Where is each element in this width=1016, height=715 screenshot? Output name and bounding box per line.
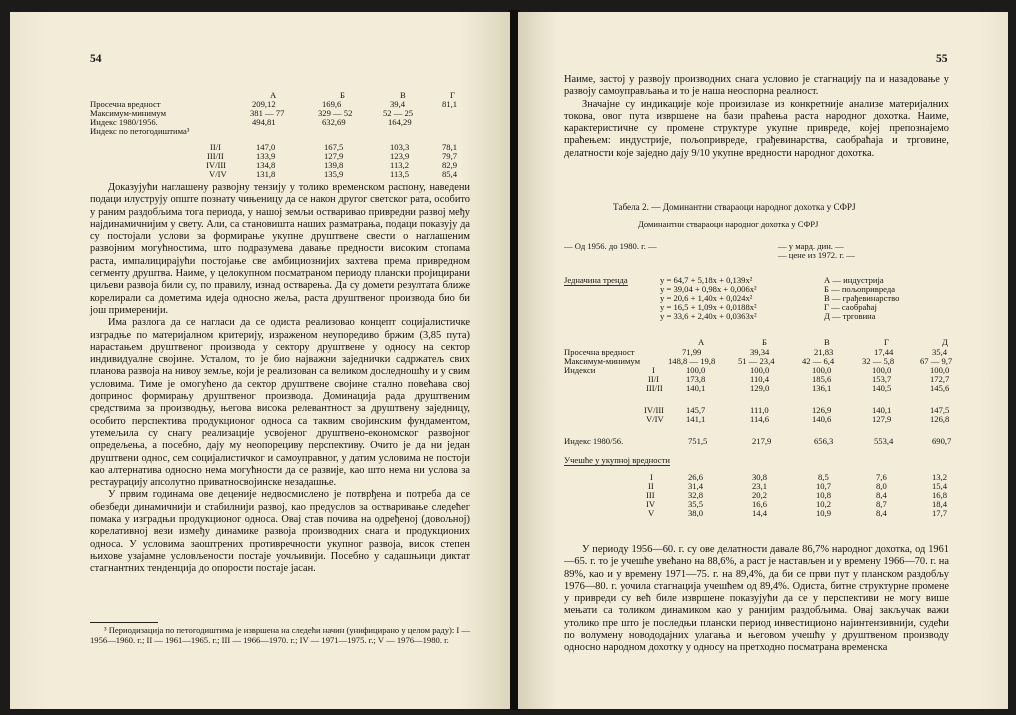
table-cell: 113,2: [390, 160, 410, 170]
table-cell: 111,0: [750, 405, 769, 415]
row-label: Просечна вредност: [564, 347, 635, 357]
footnote-rule: [90, 622, 158, 623]
table-cell: 169,6: [322, 99, 342, 109]
table-cell: 23,1: [752, 481, 768, 491]
table-cell: 38,0: [688, 508, 704, 518]
table-cell: 39,4: [390, 99, 406, 109]
table-cell: 10,8: [816, 490, 832, 500]
table-cell: 14,4: [752, 508, 768, 518]
price-note: — цене из 1972. г. —: [778, 250, 855, 260]
table-cell: 147,0: [256, 142, 276, 152]
table-cell: 494,81: [252, 117, 276, 127]
table-cell: 140,1: [686, 383, 706, 393]
legend-item: А — индустрија: [824, 275, 884, 285]
row-sublabel: IV/III: [644, 405, 665, 415]
table-cell: 131,8: [256, 169, 276, 179]
row-label: Максимум-минимум: [90, 108, 167, 118]
table-cell: 127,9: [324, 151, 344, 161]
table-cell: 79,7: [442, 151, 458, 161]
table-cell: 82,9: [442, 160, 458, 170]
row-sublabel: V/IV: [646, 414, 664, 424]
table-cell: 140,5: [872, 383, 892, 393]
table-cell: 15,4: [932, 481, 948, 491]
table-cell: 18,4: [932, 499, 948, 509]
row-sublabel: III: [646, 490, 655, 500]
legend-item: Г — саобраћај: [824, 302, 877, 312]
page-number-right: 55: [936, 53, 948, 65]
row-label: Индекс по петогодиштима³: [90, 126, 190, 136]
legend-item: В — грађевинарство: [824, 293, 900, 303]
table-cell: 32 — 5,8: [862, 356, 895, 366]
table-cell: 127,9: [872, 414, 892, 424]
table-cell: 751,5: [688, 436, 708, 446]
table-cell: 209,12: [252, 99, 276, 109]
table-cell: 172,7: [930, 374, 950, 384]
table-cell: 7,6: [876, 472, 887, 482]
table-cell: 32,8: [688, 490, 704, 500]
table-cell: 16,6: [752, 499, 768, 509]
table-cell: 134,8: [256, 160, 276, 170]
trend-equation: y = 16,5 + 1,09x + 0,0188x²: [660, 302, 757, 312]
table-cell: 31,4: [688, 481, 704, 491]
table-cell: 17,44: [874, 347, 894, 357]
row-sublabel: II/I: [648, 374, 659, 384]
trend-equation: y = 39,04 + 0,98x + 0,006x²: [660, 284, 757, 294]
table-row: [564, 384, 964, 394]
table-cell: 153,7: [872, 374, 892, 384]
row-label: Индекс 1980/56.: [564, 436, 624, 446]
table-cell: 16,8: [932, 490, 948, 500]
row-sublabel: III/II: [646, 383, 663, 393]
table-cell: 110,4: [750, 374, 770, 384]
table-cell: 78,1: [442, 142, 458, 152]
table-cell: 67 — 9,7: [920, 356, 953, 366]
table-cell: 52 — 25: [383, 108, 414, 118]
table-cell: 690,7: [932, 436, 952, 446]
table-cell: 10,7: [816, 481, 832, 491]
row-label: III/II: [207, 151, 224, 161]
table-cell: 139,8: [324, 160, 344, 170]
col-header-c: В: [400, 90, 406, 100]
table-cell: 126,8: [930, 414, 950, 424]
table-cell: 30,8: [752, 472, 768, 482]
share-label: Учешће у укупној вредности: [564, 455, 670, 465]
table-cell: 35,5: [688, 499, 704, 509]
table-cell: 81,1: [442, 99, 458, 109]
table-cell: 103,3: [390, 142, 410, 152]
footnote: ³ Периодизација по петогодиштима је извршена на следећи начин (унифицирано у целом раду): I — 1956—1960. г.; II — 1961—1965. г.; III — 1966—1970. г.; IV — 1971—1975. г.; V — 1976—1980. г.: [90, 625, 471, 645]
table-cell: 632,69: [322, 117, 346, 127]
paragraph: Значајне су индикације које произилазе из конкретније анализе материјалних токова, овог пута извршене на бази праћења раста народног дохотка. Наиме, карактеристичне су промене структуре укупне привреде, којеј препознајемо праћењем: индустрије, пољопривреде, грађевинарства, саобраћаја и трговине, делатности које заједно дају 9/10 укупне вредности народног дохотка.: [564, 98, 949, 159]
paragraph: У првим годинама ове деценије недвосмислено је потврђена и потреба да се обезбеди динамичнији и стабилнији развој, као предуслов за остваривање следећег помака у изградњи продукционог односа. Овај став почива на одређеној (довољној) корелативној вези између динамике развоја производних снага и продукционих односа. У условима заоштрених противречности укупног развоја, висок степен њихове узајамне условљености постаје уочљивији. Посебно у садашњици диктат стагнантних тенденција до опорости постаје јасан.: [90, 489, 470, 575]
table-cell: 164,29: [388, 117, 412, 127]
table-cell: 140,6: [812, 414, 832, 424]
legend-item: Б — пољопривреда: [824, 284, 896, 294]
left-body: [90, 182, 470, 576]
row-label: V/IV: [209, 169, 227, 179]
table-cell: 26,6: [688, 472, 704, 482]
table-cell: 8,7: [876, 499, 887, 509]
table-cell: 381 — 77: [250, 108, 285, 118]
trend-equation: y = 20,6 + 1,40x + 0,024x²: [660, 293, 753, 303]
row-label: Индекси: [564, 365, 596, 375]
row-label: Максимум-минимум: [564, 356, 641, 366]
paragraph: Наиме, застој у развоју производних снага условио је стагнацију па и назадовање у развоју самоуправљања и то је наша неоспорна реалност.: [564, 74, 949, 98]
table-cell: 8,4: [876, 508, 887, 518]
col-header-a: А: [270, 90, 277, 100]
row-label: II/I: [210, 142, 221, 152]
col-header-b: Б: [762, 337, 767, 347]
table-row: [564, 509, 964, 519]
left-page: [10, 12, 510, 709]
table-row: [564, 437, 964, 447]
table-cell: 8,0: [876, 481, 887, 491]
right-intro: [564, 74, 949, 160]
table-row: [90, 127, 470, 137]
row-label: Просечна вредност: [90, 99, 161, 109]
col-header-d: Г: [450, 90, 455, 100]
table-cell: 185,6: [812, 374, 832, 384]
row-sublabel: II: [648, 481, 654, 491]
table-cell: 141,1: [686, 414, 706, 424]
table-row: [90, 170, 470, 180]
table-cell: 85,4: [442, 169, 458, 179]
page-number-left: 54: [90, 53, 102, 65]
table-cell: 39,34: [750, 347, 770, 357]
col-header-c: В: [824, 337, 830, 347]
row-label: Индекс 1980/1956.: [90, 117, 158, 127]
col-header-b: Б: [340, 90, 345, 100]
table-cell: 51 — 23,4: [738, 356, 775, 366]
col-header-d: Г: [884, 337, 889, 347]
table-cell: 100,0: [930, 365, 950, 375]
trend-equation: y = 33,6 + 2,40x + 0,0363x²: [660, 311, 757, 321]
table-cell: 123,9: [390, 151, 410, 161]
table-cell: 140,1: [872, 405, 892, 415]
table-cell: 173,8: [686, 374, 706, 384]
table-cell: 35,4: [932, 347, 948, 357]
col-header-e: Д: [942, 337, 948, 347]
paragraph: Има разлога да се нагласи да се одиста реализовао концепт социјалистичке изградње по материјалном критерију, израженом неупоредиво бржим (3,85 пута) нарастањем друштвеног производа у сектору друштвене у односу на сектор индивидуалне својине. Усталом, то је био најважни заједнички садржатељ свих планова развоја на нивоу земље, који је реализован са великом доследношћу и у свим условима. Тиме је омогућено да сектор друштвене својине стално повећава свој допринос формирању друштвеног производа. Доминација рада друштвеним средствима за производњу, његова висока релевантност за друштвену заједницу, особито перспектива продукционог односа са таквим својинским фундаментом, утемељила су снагу реализације усвојеног друштвено-економског развојног опредељења, а посебно, дају му неопорециву перспективу. Очито је да ни један друштвени однос, сем социјалистичког и самоуправног, у датим условима не постоји као алтернатива односно нема могућности да се развије, као што нема ни услова за рестаурацију апсолутно приватносвојинске незадашње.: [90, 317, 470, 489]
table-cell: 113,5: [390, 169, 410, 179]
table-caption: Табела 2. — Доминантни ствараоци народног дохотка у СФРЈ: [613, 202, 856, 212]
table-cell: 145,6: [930, 383, 950, 393]
table-row: [564, 415, 964, 425]
table-cell: 13,2: [932, 472, 948, 482]
unit-note: — у мард. дин. —: [778, 241, 844, 251]
table-cell: 71,99: [682, 347, 702, 357]
trend-label: Једначина тренда: [564, 275, 628, 285]
table-cell: 100,0: [686, 365, 706, 375]
table-cell: 147,5: [930, 405, 950, 415]
closing-paragraph: У периоду 1956—60. г. су ове делатности давале 86,7% народног дохотка, од 1961—65. г. то је учешће увећано на 88,6%, а раст је настављен и у времену 1966—70. г. на 89%, као и у времену 1971—75. г. на 89,4%, да би се први пут у планском раздобљу 1976—80. г. уочила стагнација учешћем од 89,4%. Одиста, битне структурне промене у привреди су већ биле извршене показујући да се у перспективи не могу више мењати са толиком динамиком као у ранијим раздобљима. Овај закључак важи утолико пре што је последњи плански период инвестиционо најинтензивнији, судећи по волумену новододајних улагања и његовом учешћу у друштвеном производу односно народном дохотку у односу на претходно посматрана временска: [564, 544, 949, 654]
row-sublabel: I: [652, 365, 655, 375]
table-cell: 20,2: [752, 490, 768, 500]
right-page: [518, 12, 1008, 709]
table-cell: 100,0: [750, 365, 770, 375]
table-cell: 8,5: [818, 472, 829, 482]
table-cell: 329 — 52: [318, 108, 353, 118]
table-cell: 135,9: [324, 169, 344, 179]
table-cell: 10,9: [816, 508, 832, 518]
table-cell: 10,2: [816, 499, 832, 509]
table-cell: 167,5: [324, 142, 344, 152]
table-cell: 126,9: [812, 405, 832, 415]
table-cell: 100,0: [872, 365, 892, 375]
row-sublabel: IV: [646, 499, 656, 509]
paragraph: Доказујући наглашену развојну тензију у толико временском распону, наведени подаци илуструју опште познату чињеницу да се након другог светског рата, особито у раним раздобљима тога периода, у нашој земљи остваривао привредни развој међу најдинамичнијим у свету. Али, са становишта наших разматрања, подаци показују да су постојали услови за формирање укупне друштвене свести о наглашеним развојним могућностима, што подразумева давање предности високим стопама раста, импалицирајући постојање све амбициознијих захтева према привредном сегменту друштва. Наиме, у целокупном посматраном периоду плански пројицирани циљеви развоја били су, по правилу, изнад остварења. Да су домети резултата ближе корелирали са дометима идеја односно жеља, раста друштвеног производа био би још примеренији.: [90, 182, 470, 316]
table-cell: 42 — 6,4: [802, 356, 835, 366]
table-cell: 21,83: [814, 347, 834, 357]
table-cell: 8,4: [876, 490, 887, 500]
table-cell: 114,6: [750, 414, 770, 424]
table-cell: 217,9: [752, 436, 772, 446]
table-cell: 136,1: [812, 383, 832, 393]
table-cell: 133,9: [256, 151, 276, 161]
table-cell: 145,7: [686, 405, 706, 415]
trend-equation: y = 64,7 + 5,18x + 0,139x²: [660, 275, 753, 285]
table-subcaption: Доминантни ствараоци народног дохотка у СФРЈ: [638, 219, 819, 229]
table-cell: 17,7: [932, 508, 948, 518]
table-cell: 129,0: [750, 383, 770, 393]
period-note: — Од 1956. до 1980. г. —: [564, 241, 657, 251]
row-sublabel: I: [650, 472, 653, 482]
legend-item: Д — трговина: [824, 311, 876, 321]
row-sublabel: V: [648, 508, 655, 518]
col-header-a: А: [698, 337, 705, 347]
table-cell: 656,3: [814, 436, 834, 446]
row-label: IV/III: [206, 160, 227, 170]
table-cell: 553,4: [874, 436, 894, 446]
table-cell: 100,0: [812, 365, 832, 375]
table-cell: 148,8 — 19,8: [668, 356, 716, 366]
